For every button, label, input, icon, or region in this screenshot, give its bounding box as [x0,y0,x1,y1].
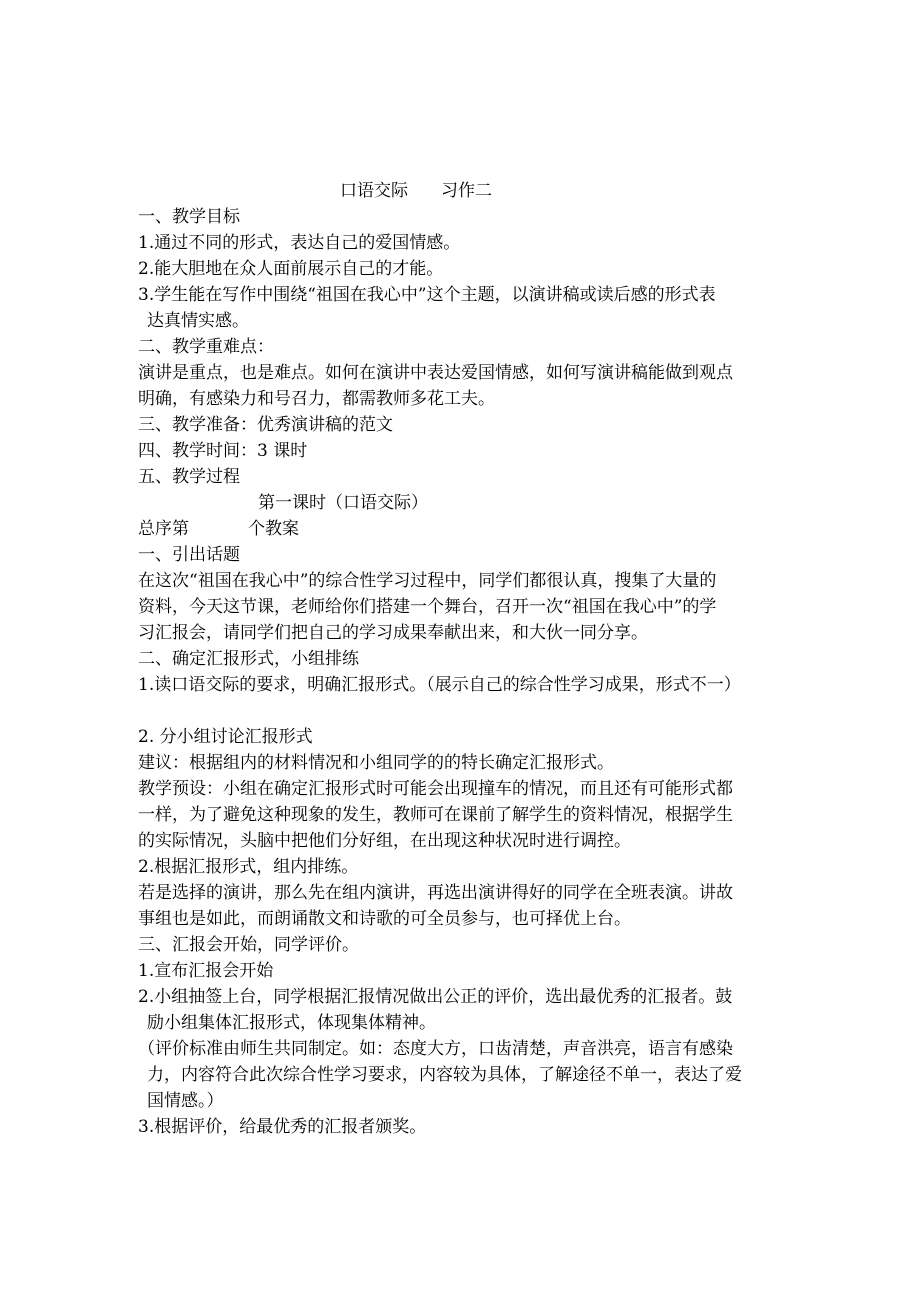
report-heading: 三、汇报会开始，同学评价。 [138,935,359,955]
process-heading: 五、教学过程 [138,467,240,487]
preset-line-1: 教学预设：小组在确定汇报形式时可能会出现撞车的情况，而且还有可能形式都 [138,779,733,799]
suggestion: 建议：根据组内的材料情况和小组同学的的特长确定汇报形式。 [138,753,614,773]
form-step-1: 1.读口语交际的要求，明确汇报形式。（展示自己的综合性学习成果，形式不一） [138,675,741,695]
report-step-3: 3.根据评价，给最优秀的汇报者颁奖。 [138,1117,427,1137]
preparation: 三、教学准备：优秀演讲稿的范文 [138,415,393,435]
sequence-line [138,516,798,542]
intro-heading: 一、引出话题 [138,545,240,565]
teaching-time: 四、教学时间：3 课时 [138,441,308,461]
lesson-1-heading: 第一课时（口语交际） [258,493,428,513]
report-step-1: 1.宣布汇报会开始 [138,961,274,981]
rehearse-step: 2.根据汇报形式，组内排练。 [138,857,359,877]
blank-line [138,698,798,724]
preset-line-3: 的实际情况，头脑中把他们分好组，在出现这种状况时进行调控。 [138,831,631,851]
sequence-part-1: 总序第 [138,519,189,539]
objective-3-line-2: 达真情实感。 [147,311,249,331]
objective-1: 1.通过不同的形式，表达自己的爱国情感。 [138,233,461,253]
form-heading: 二、确定汇报形式，小组排练 [138,649,359,669]
rehearse-line-1: 若是选择的演讲，那么先在组内演讲，再选出演讲得好的同学在全班表演。讲故 [138,883,733,903]
preset-line-2: 一样，为了避免这种现象的发生，教师可在课前了解学生的资料情况，根据学生 [138,805,733,825]
rehearse-line-2: 事组也是如此，而朗诵散文和诗歌的可全员参与，也可择优上台。 [138,909,631,929]
title-part-2: 习作二 [441,181,492,201]
objective-2: 2.能大胆地在众人面前展示自己的才能。 [138,259,444,279]
objectives-heading: 一、教学目标 [138,207,240,227]
difficulty-line-2: 明确，有感染力和号召力，都需教师多花工夫。 [138,389,495,409]
title-part-1: 口语交际 [340,181,408,201]
form-step-2: 2. 分小组讨论汇报形式 [138,727,313,747]
intro-line-3: 习汇报会，请同学们把自己的学习成果奉献出来，和大伙一同分享。 [138,623,648,643]
report-step-2-line-2: 励小组集体汇报形式，体现集体精神。 [147,1013,436,1033]
intro-line-2: 资料，今天这节课，老师给你们搭建一个舞台，召开一次“祖国在我心中”的学 [138,597,717,617]
intro-line-1: 在这次“祖国在我心中”的综合性学习过程中，同学们都很认真，搜集了大量的 [138,571,717,591]
sequence-part-2: 个教案 [248,519,299,539]
document-body [138,178,798,1140]
report-step-2-line-1: 2.小组抽签上台，同学根据汇报情况做出公正的评价，选出最优秀的汇报者。鼓 [138,987,733,1007]
criteria-line-3: 国情感。） [147,1091,224,1111]
objective-3-line-1: 3.学生能在写作中围绕“祖国在我心中”这个主题，以演讲稿或读后感的形式表 [138,285,716,305]
difficulty-heading: 二、教学重难点： [138,337,274,357]
difficulty-line-1: 演讲是重点，也是难点。如何在演讲中表达爱国情感，如何写演讲稿能做到观点 [138,363,733,383]
criteria-line-1: （评价标准由师生共同制定。如：态度大方，口齿清楚，声音洪亮，语言有感染 [138,1039,733,1059]
criteria-line-2: 力，内容符合此次综合性学习要求，内容较为具体，了解途径不单一，表达了爱 [147,1065,742,1085]
document-title [138,178,798,204]
